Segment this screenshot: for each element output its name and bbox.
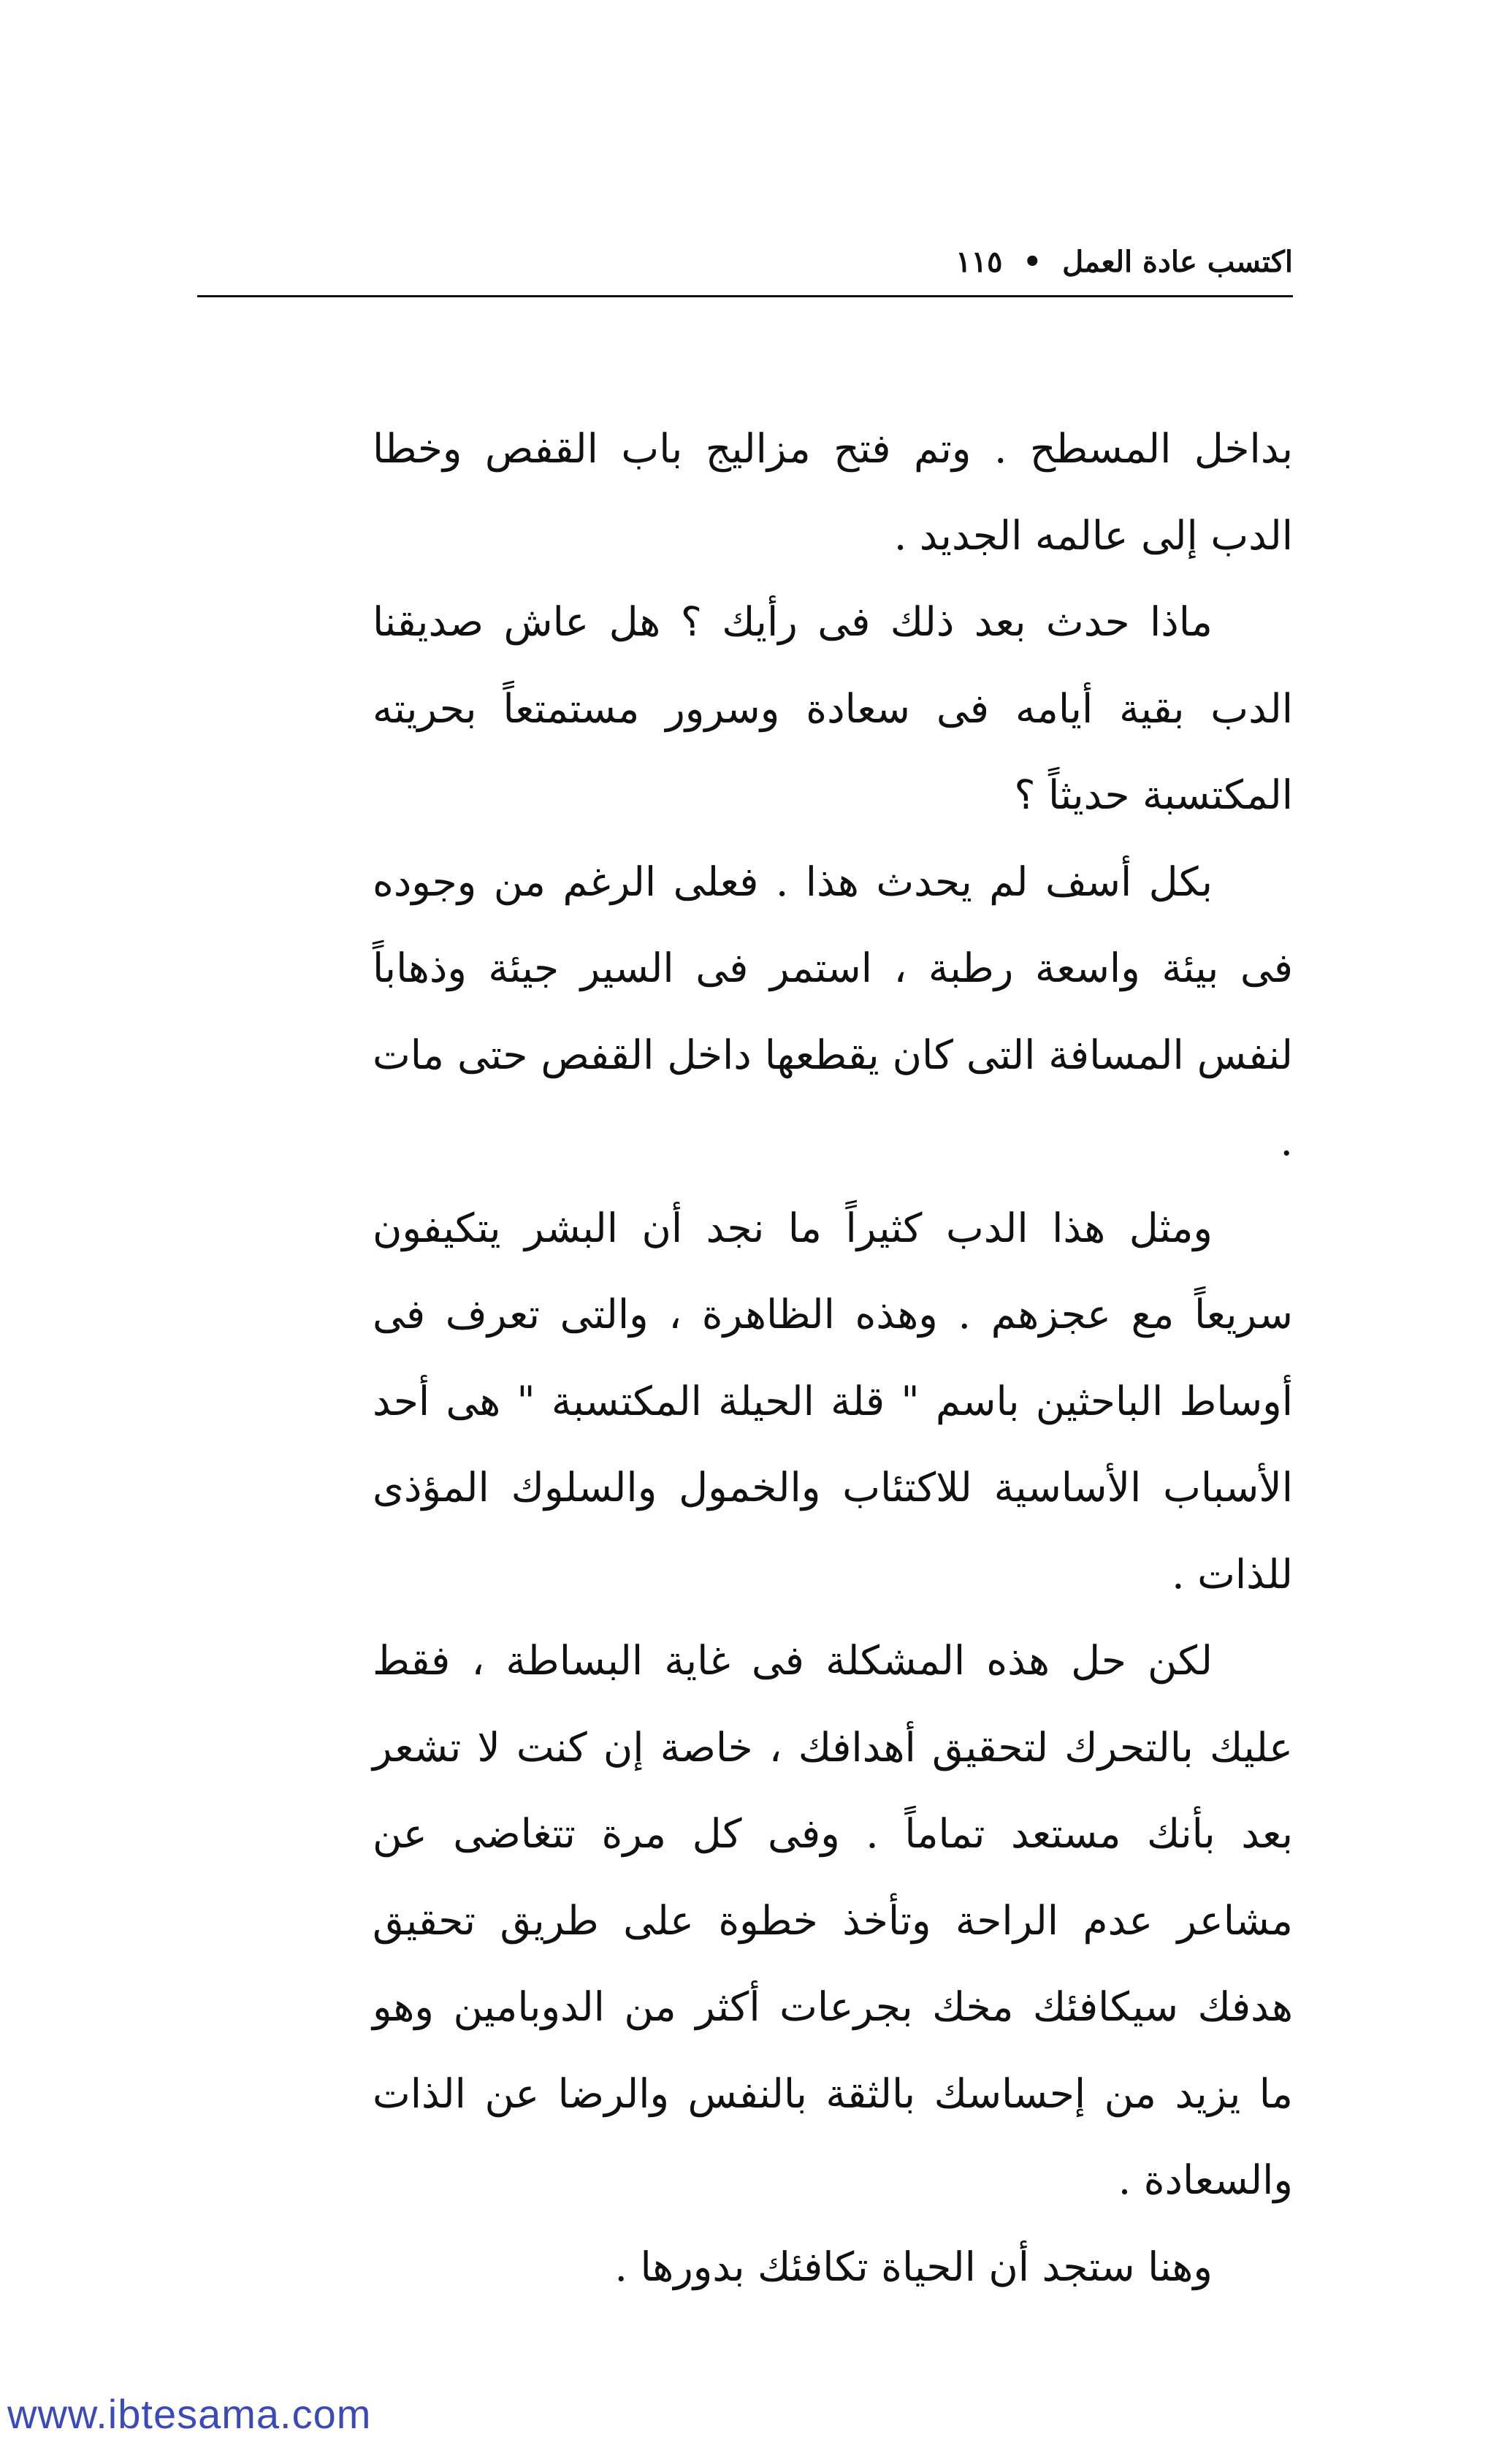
site-watermark: www.ibtesama.com (7, 2391, 372, 2437)
page-number: ١١٥ (955, 244, 1003, 279)
paragraph-4: ومثل هذا الدب كثيراً ما نجد أن البشر يتكيفون سريعاً مع عجزهم . وهذه الظاهرة ، والتى تعرف فى أوساط الباحثين باسم " قلة الحيلة المكتسبة " هى أحد الأسباب الأساسية للاكتئاب والخمول والسلوك المؤذى للذات . (373, 1204, 1293, 1598)
paragraph-2: ماذا حدث بعد ذلك فى رأيك ؟ هل عاش صديقنا الدب بقية أيامه فى سعادة وسرور مستمتعاً بحريته المكتسبة حديثاً ؟ (373, 598, 1293, 818)
chapter-title: اكتسب عادة العمل (1062, 244, 1293, 279)
paragraph-5: لكن حل هذه المشكلة فى غاية البساطة ، فقط عليك بالتحرك لتحقيق أهدافك ، خاصة إن كنت لا تشعر بعد بأنك مستعد تماماً . وفى كل مرة تتغاضى عن مشاعر عدم الراحة وتأخذ خطوة على طريق تحقيق هدفك سيكافئك مخك بجرعات أكثر من الدوبامين وهو ما يزيد من إحساسك بالثقة بالنفس والرضا عن الذات والسعادة . (373, 1637, 1293, 2203)
running-header (197, 232, 1293, 291)
paragraph-6: وهنا ستجد أن الحياة تكافئك بدورها . (614, 2243, 1213, 2290)
body-text (373, 405, 1293, 2310)
paragraph-1: بداخل المسطح . وتم فتح مزاليج باب القفص وخطا الدب إلى عالمه الجديد . (373, 425, 1293, 559)
header-rule (197, 295, 1293, 297)
paragraph-3: بكل أسف لم يحدث هذا . فعلى الرغم من وجوده فى بيئة واسعة رطبة ، استمر فى السير جيئة وذهاباً لنفس المسافة التى كان يقطعها داخل القفص حتى مات . (373, 858, 1293, 1164)
header-bullet: • (1023, 244, 1042, 279)
